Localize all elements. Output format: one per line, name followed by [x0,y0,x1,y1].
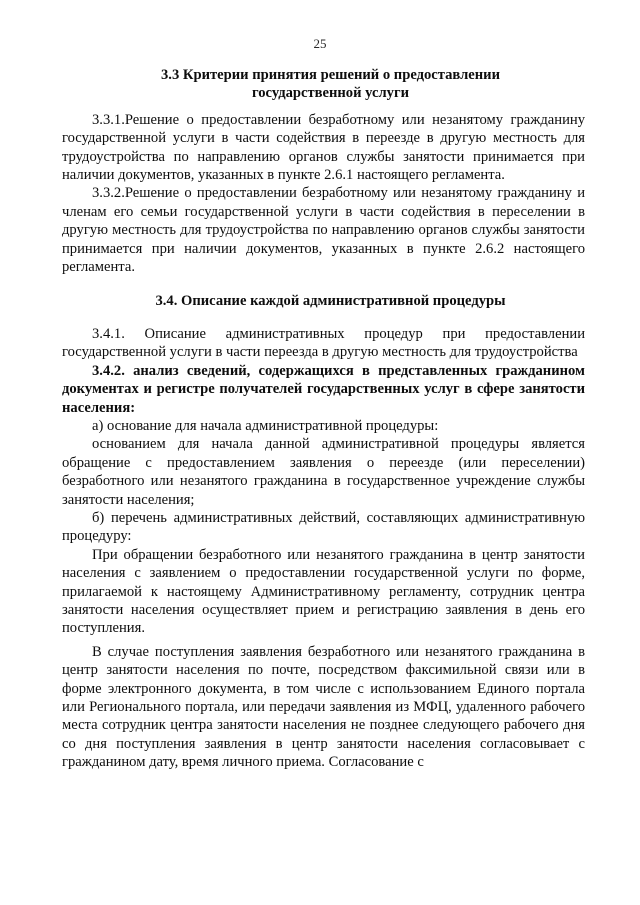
section-heading-3-3 [62,66,585,103]
paragraph-a: а) основание для начала административной процедуры: [92,417,439,434]
section-heading-3-4: 3.4. Описание каждой административной процедуры [155,293,506,310]
paragraph-c: При обращении безработного или незанятого гражданина в центр занятости населения с заявлением о предоставлении государственной услуги по форме, прилагаемой к настоящему Административному регламенту, сотрудник центра занятости населения осуществляет прием и регистрацию заявления в день его поступления. [62,546,585,637]
paragraph-3-4-2: 3.4.2. анализ сведений, содержащихся в представленных гражданином документах и регистре получателей государственных услуг в сфере занятости населения: [62,362,585,416]
paragraph-a-text: основанием для начала данной административной процедуры является обращение с предоставлением заявления о переезде (или переселении) безработного или незанятого гражданина в государственное учреждение службы занятости населения; [62,436,585,508]
paragraph-3-3-1: 3.3.1.Решение о предоставлении безработному или незанятому гражданину государственной услуги в части содействия в переезде в другую местность для трудоустройства по направлению органов службы занятости принимается при наличии документов, указанных в пункте 2.6.1 настоящего регламента. [62,111,585,184]
paragraph-d: В случае поступления заявления безработного или незанятого гражданина в центр занятости населения по почте, посредством факсимильной связи или в форме электронного документа, в том числе с использованием Единого портала или Регионального портала, или передачи заявления из МФЦ, удаленного рабочего места сотрудник центра занятости населения не позднее следующего рабочего дня со дня поступления заявления в центр занятости населения согласовывает с гражданином дату, время личного приема. Согласование с [62,643,585,771]
heading-line-2: государственной услуги [251,85,410,102]
page-number: 25 [313,36,327,51]
heading-line-1: 3.3 Критерии принятия решений о предоставлении [161,67,500,83]
document-body [62,64,585,772]
paragraph-3-4-1: 3.4.1. Описание административных процедур при предоставлении государственной услуги в части переезда в другую местность для трудоустройства [62,325,585,361]
paragraph-3-3-2: 3.3.2.Решение о предоставлении безработному или незанятому гражданину и членам его семьи государственной услуги в части содействия в переселении в другую местность для трудоустройства по направлению органов службы занятости принимается при наличии документов, указанных в пункте 2.6.2 настоящего регламента. [62,185,585,276]
paragraph-b: б) перечень административных действий, составляющих административную процедуру: [62,509,585,545]
